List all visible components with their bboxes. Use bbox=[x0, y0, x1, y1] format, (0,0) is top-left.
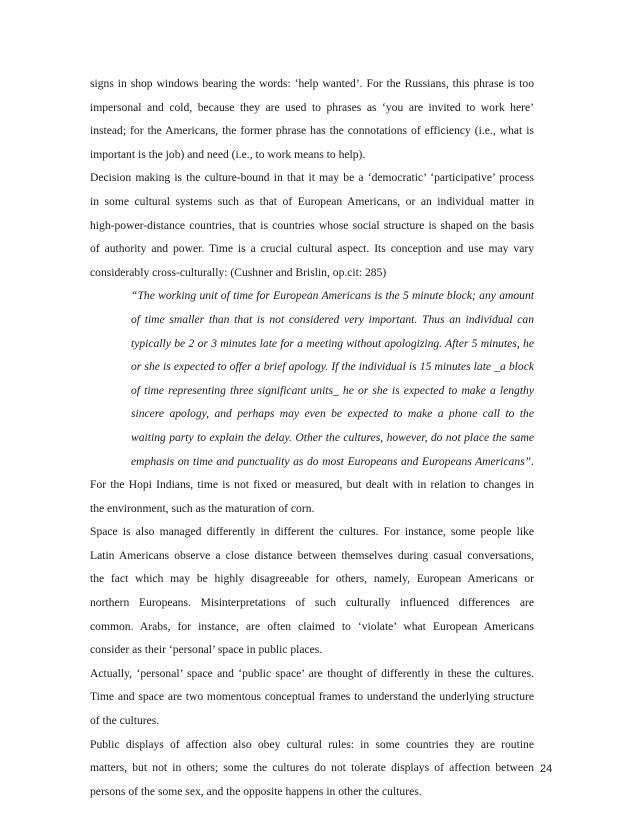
quote-line: emphasis on time and punctuality as do most Europeans and Europeans Americans”. bbox=[131, 454, 534, 468]
text-line: Actually, ‘personal’ space and ‘public space’ are thought of differently in these the cultures. bbox=[90, 666, 534, 680]
text-line: in some cultural systems such as that of European Americans, or an individual matter in bbox=[90, 194, 534, 208]
quote-line: of time representing three significant units_ he or she is expected to make a lengthy bbox=[131, 383, 534, 397]
paragraph-personal-space bbox=[90, 662, 534, 733]
paragraph-hopi bbox=[90, 473, 534, 520]
paragraph-decision-making bbox=[90, 166, 534, 284]
document-body bbox=[90, 72, 534, 803]
text-line: northern Europeans. Misinterpretations of such culturally influenced differences are bbox=[90, 596, 534, 610]
quote-line: or she is expected to offer a brief apology. If the individual is 15 minutes late _a block bbox=[131, 360, 534, 374]
quote-line: waiting party to explain the delay. Other the cultures, however, do not place the same bbox=[131, 430, 534, 444]
text-line: the fact which may be highly disagreeable for others, namely, European Americans or bbox=[90, 572, 534, 586]
page-number: 24 bbox=[540, 763, 553, 775]
text-line: signs in shop windows bearing the words: ‘help wanted’. For the Russians, this phrase is too bbox=[90, 77, 534, 90]
text-line: of authority and power. Time is a crucial cultural aspect. Its conception and use may vary bbox=[90, 242, 534, 256]
text-line: Space is also managed differently in different the cultures. For instance, some people like bbox=[90, 525, 534, 539]
quote-line: sincere apology, and perhaps may even be expected to make a phone call to the bbox=[131, 407, 534, 421]
text-line: high-power-distance countries, that is countries whose social structure is shaped on the basis bbox=[90, 218, 534, 232]
text-line: Time and space are two momentous conceptual frames to understand the underlying structure bbox=[90, 690, 534, 704]
text-line: persons of the some sex, and the opposite happens in other the cultures. bbox=[90, 784, 422, 798]
text-line: Decision making is the culture-bound in that it may be a ‘democratic’ ‘participative’ process bbox=[90, 171, 534, 185]
text-line: For the Hopi Indians, time is not fixed or measured, but dealt with in relation to changes in bbox=[90, 478, 534, 492]
text-line: instead; for the Americans, the former phrase has the connotations of efficiency (i.e., what is bbox=[90, 124, 534, 138]
block-quote bbox=[90, 284, 534, 473]
text-line: impersonal and cold, because they are used to phrases as ‘you are invited to work here’ bbox=[90, 100, 534, 114]
quote-line: of time smaller than that is not considered very important. Thus an individual can bbox=[131, 312, 534, 326]
text-line: Public displays of affection also obey cultural rules: in some countries they are routine bbox=[90, 737, 534, 751]
text-line: the environment, such as the maturation of corn. bbox=[90, 501, 315, 515]
quote-line: typically be 2 or 3 minutes late for a meeting without apologizing. After 5 minutes, he bbox=[131, 336, 534, 350]
quote-line: “The working unit of time for European Americans is the 5 minute block; any amount bbox=[131, 289, 534, 303]
text-line: considerably cross-culturally: (Cushner and Brislin, op.cit: 285) bbox=[90, 265, 387, 279]
text-line: common. Arabs, for instance, are often claimed to ‘violate’ what European Americans bbox=[90, 619, 534, 633]
text-line: matters, but not in others; some the cultures do not tolerate displays of affection between bbox=[90, 761, 534, 775]
text-line: consider as their ‘personal’ space in public places. bbox=[90, 643, 323, 657]
paragraph-space bbox=[90, 520, 534, 662]
paragraph-affection bbox=[90, 733, 534, 804]
text-line: Latin Americans observe a close distance between themselves during casual conversations, bbox=[90, 548, 534, 562]
paragraph-help-wanted bbox=[90, 72, 534, 166]
text-line: important is the job) and need (i.e., to work means to help). bbox=[90, 147, 366, 161]
text-line: of the cultures. bbox=[90, 714, 160, 728]
